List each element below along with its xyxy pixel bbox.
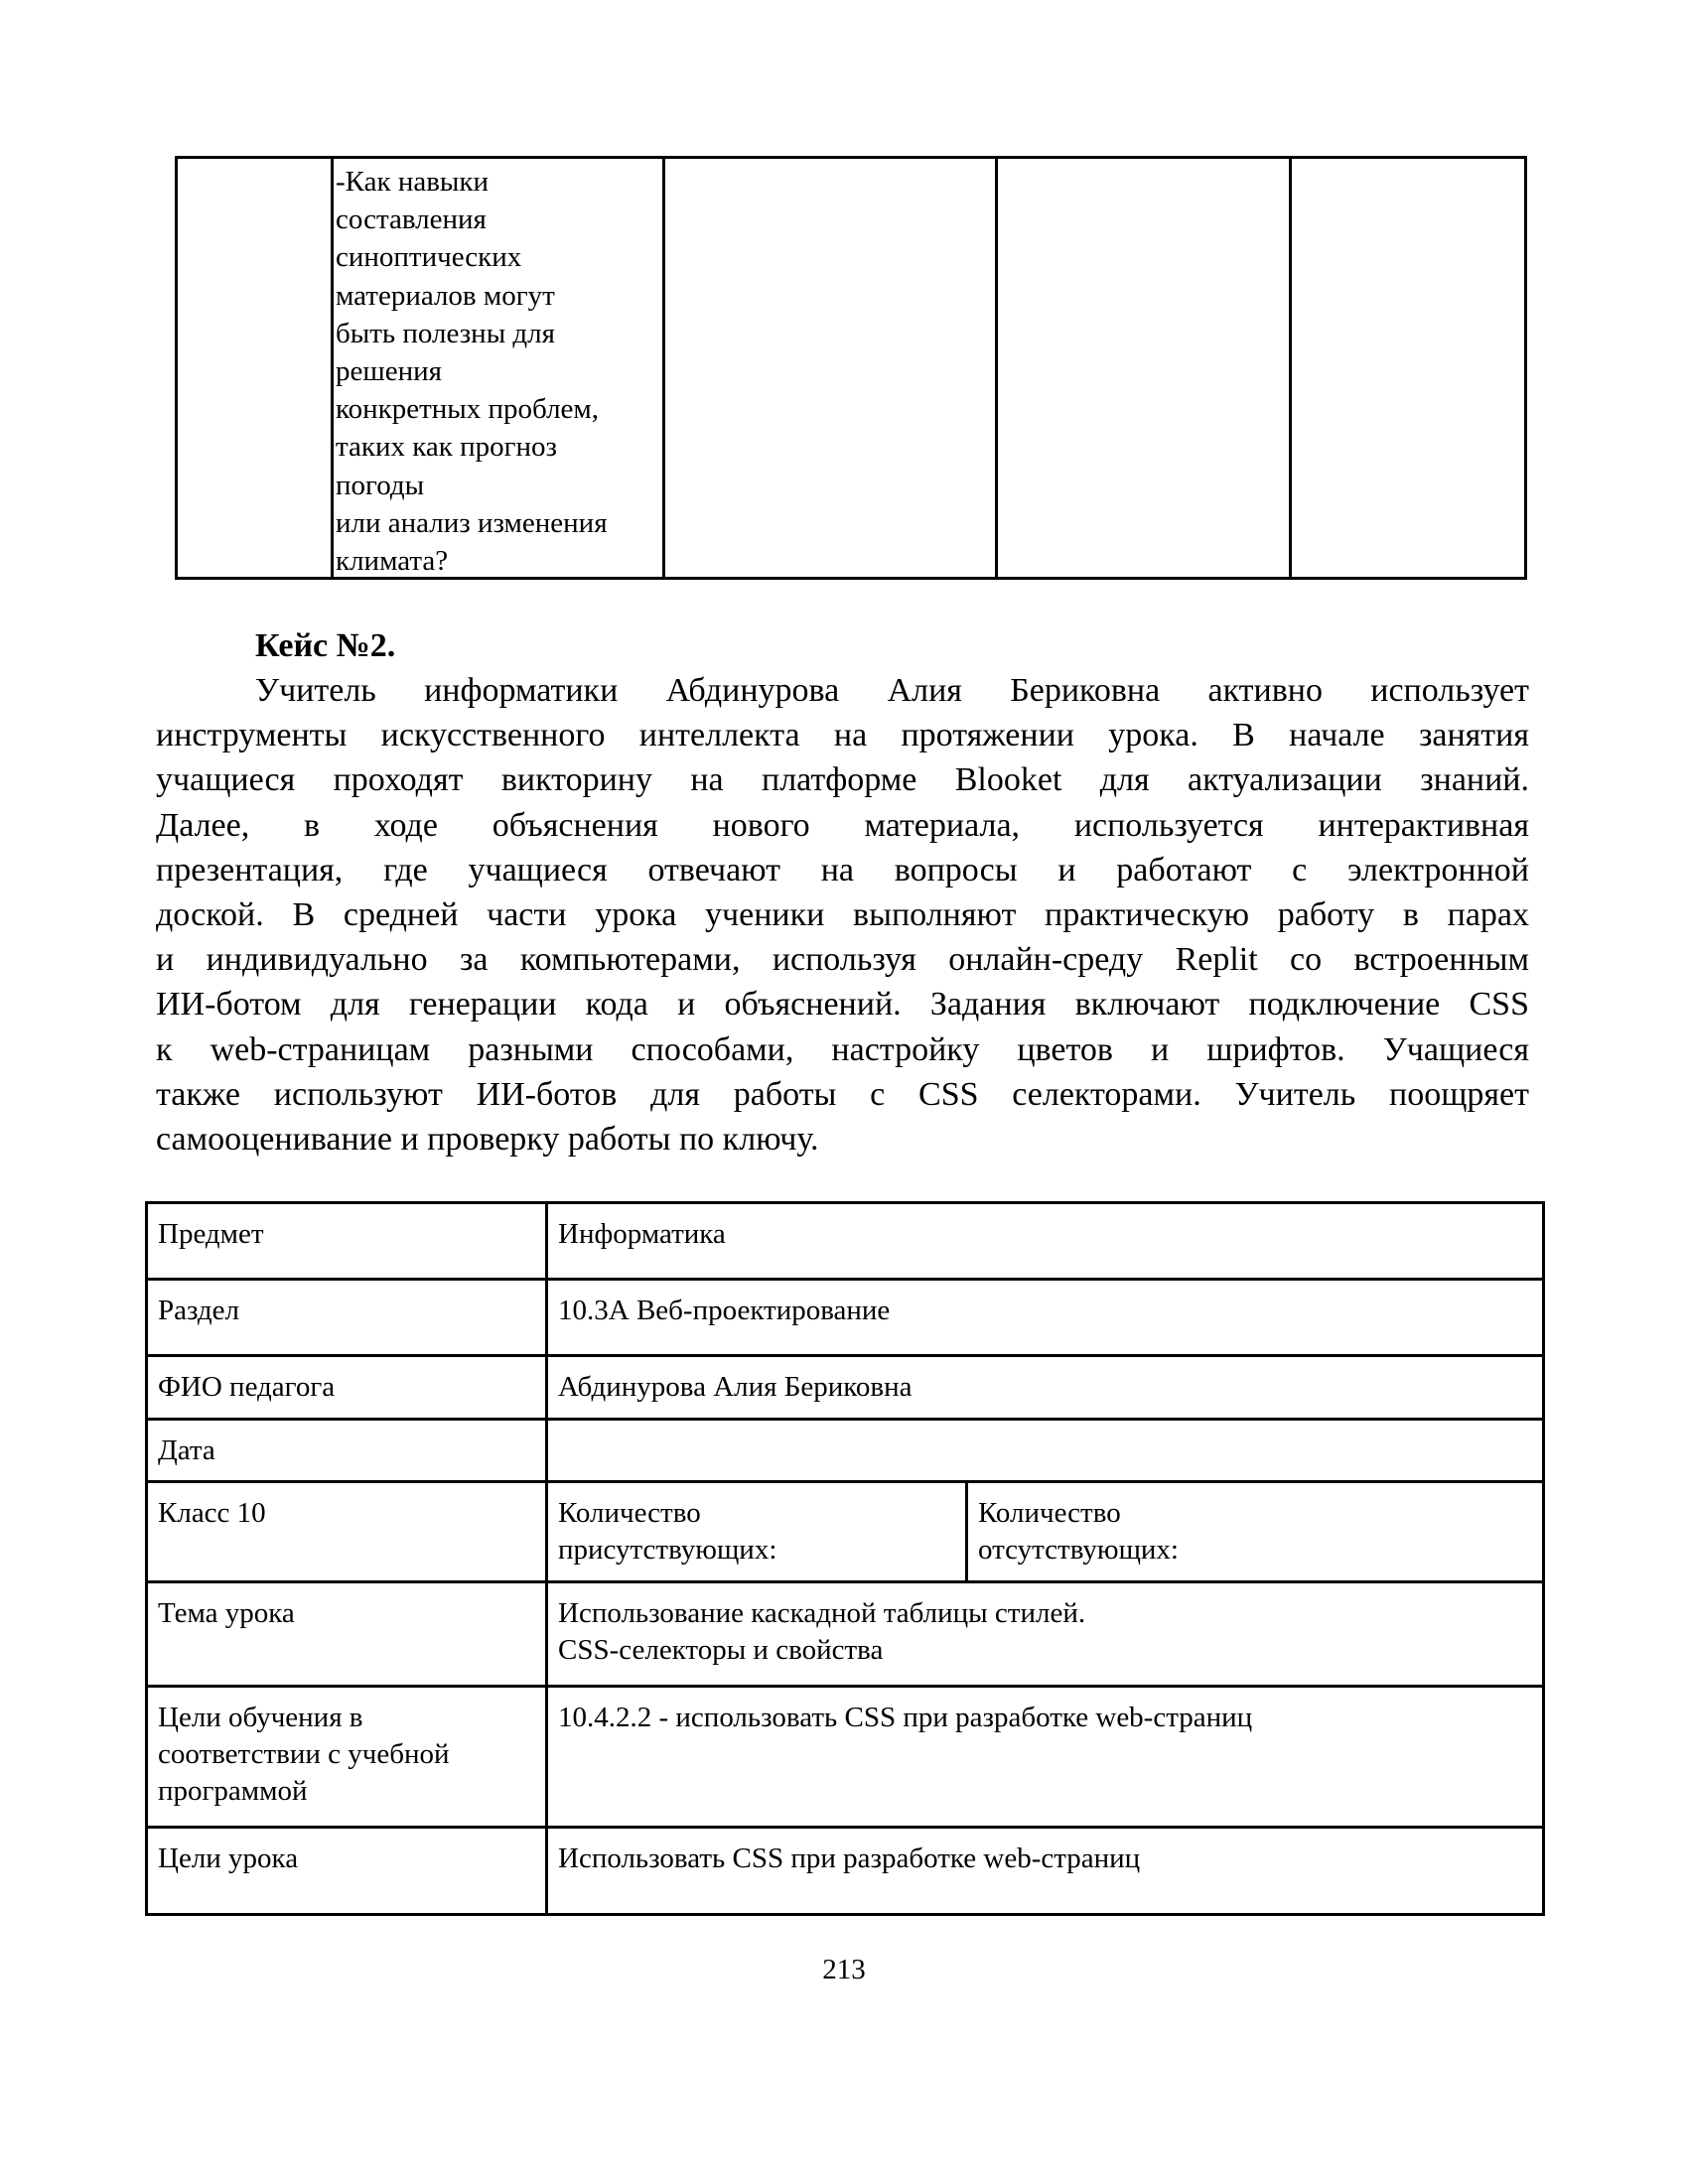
date-label: Дата	[148, 1421, 548, 1480]
question-line: решения	[336, 355, 442, 388]
learning-objectives-value: 10.4.2.2 - использовать CSS при разработке web-страниц	[558, 1702, 1253, 1733]
subject-label: Предмет	[148, 1204, 548, 1278]
continued-table	[175, 156, 1527, 580]
paragraph-line	[156, 757, 1529, 802]
section-value: 10.3А Веб-проектирование	[558, 1295, 891, 1326]
paragraph-line-text: Учитель информатики Абдинурова Алия Бериковна активно использует	[255, 672, 1529, 709]
absent-count-cell	[968, 1483, 1542, 1580]
table-row-learning-objectives	[148, 1688, 1542, 1829]
lesson-goals-label: Цели урока	[148, 1829, 548, 1913]
lesson-goals-value: Использовать CSS при разработке web-страниц	[558, 1843, 1141, 1874]
teacher-label: ФИО педагога	[148, 1357, 548, 1418]
table-cell-question	[334, 159, 665, 577]
topic-value	[548, 1583, 1542, 1685]
absent-label-line: Количество	[978, 1497, 1121, 1529]
question-line: материалов могут	[336, 279, 555, 312]
table-row-teacher	[148, 1357, 1542, 1421]
page-number: 213	[822, 1954, 866, 1985]
present-count-cell	[548, 1483, 968, 1580]
question-line: быть полезны для	[336, 317, 555, 349]
table-cell-empty	[998, 159, 1292, 577]
question-line: синоптических	[336, 241, 522, 274]
table-cell-empty	[178, 159, 334, 577]
case-paragraph	[156, 668, 1529, 1161]
paragraph-line	[156, 1117, 1529, 1161]
date-value	[548, 1421, 1542, 1480]
question-line: конкретных проблем,	[336, 393, 600, 426]
paragraph-line-text: Далее, в ходе объяснения нового материала, используется интерактивная	[156, 806, 1529, 844]
table-cell-empty	[665, 159, 998, 577]
learning-objectives-label	[148, 1688, 548, 1826]
paragraph-line	[156, 668, 1529, 713]
paragraph-line-text: доской. В средней части урока ученики выполняют практическую работу в парах	[156, 895, 1529, 933]
paragraph-line-text: к web-страницам разными способами, настройку цветов и шрифтов. Учащиеся	[156, 1030, 1529, 1068]
paragraph-line-text: также используют ИИ-ботов для работы с CSS селекторами. Учитель поощряет	[156, 1075, 1529, 1113]
table-row-date	[148, 1421, 1542, 1483]
paragraph-line	[156, 892, 1529, 937]
present-label-line: присутствующих:	[558, 1534, 777, 1566]
paragraph-line	[156, 713, 1529, 757]
paragraph-line-text: учащиеся проходят викторину на платформе Blooket для актуализации знаний.	[156, 761, 1529, 799]
paragraph-line	[156, 848, 1529, 892]
table-row-class	[148, 1483, 1542, 1583]
lesson-plan-table	[145, 1201, 1545, 1916]
section-label: Раздел	[148, 1281, 548, 1354]
table-row-subject	[148, 1204, 1542, 1281]
question-line: составления	[336, 204, 487, 236]
learning-objectives-label-line: Цели обучения в	[158, 1702, 363, 1733]
question-line: погоды	[336, 469, 425, 501]
table-cell-empty	[1292, 159, 1524, 577]
present-label-line: Количество	[558, 1497, 701, 1529]
table-row-lesson-goals	[148, 1829, 1542, 1913]
paragraph-line	[156, 803, 1529, 848]
paragraph-line	[156, 1072, 1529, 1117]
paragraph-line-text: и индивидуально за компьютерами, используя онлайн-среду Replit со встроенным	[156, 941, 1529, 979]
question-line: -Как навыки	[336, 166, 490, 198]
paragraph-line	[156, 982, 1529, 1026]
paragraph-line-text: презентация, где учащиеся отвечают на вопросы и работают с электронной	[156, 851, 1529, 888]
paragraph-line-text: инструменты искусственного интеллекта на протяжении урока. В начале занятия	[156, 717, 1529, 754]
question-line: или анализ изменения	[336, 506, 608, 539]
absent-label-line: отсутствующих:	[978, 1534, 1179, 1566]
question-line: климата?	[336, 545, 449, 578]
table-row-section	[148, 1281, 1542, 1357]
learning-objectives-label-line: соответствии с учебной	[158, 1738, 450, 1770]
class-label: Класс 10	[148, 1483, 548, 1580]
learning-objectives-label-line: программой	[158, 1775, 308, 1807]
paragraph-line-text: самооценивание и проверку работы по ключу.	[156, 1120, 819, 1158]
topic-label: Тема урока	[148, 1583, 548, 1685]
paragraph-line-text: ИИ-ботом для генерации кода и объяснений. Задания включают подключение CSS	[156, 986, 1529, 1024]
case-heading: Кейс №2.	[255, 627, 396, 664]
subject-value: Информатика	[558, 1218, 726, 1250]
paragraph-line	[156, 937, 1529, 982]
question-line: таких как прогноз	[336, 431, 558, 464]
teacher-value: Абдинурова Алия Бериковна	[558, 1371, 913, 1403]
paragraph-line	[156, 1027, 1529, 1072]
topic-line: CSS-селекторы и свойства	[558, 1634, 884, 1666]
topic-line: Использование каскадной таблицы стилей.	[558, 1597, 1086, 1629]
table-row-topic	[148, 1583, 1542, 1688]
